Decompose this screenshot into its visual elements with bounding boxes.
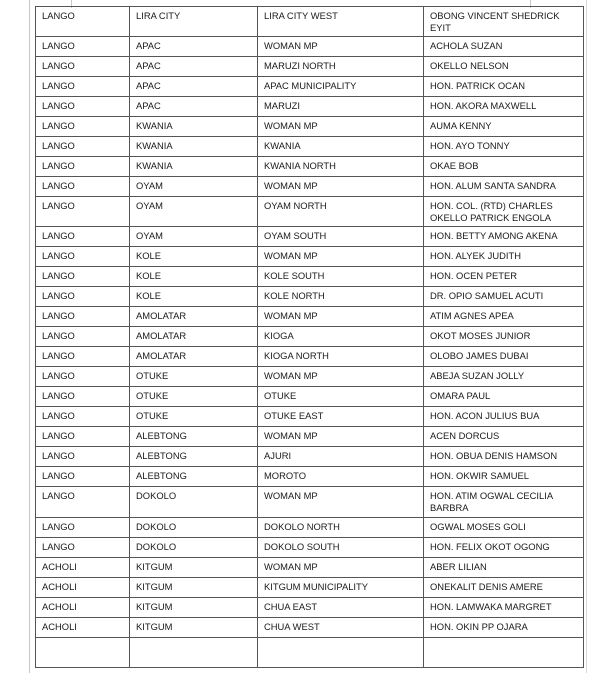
constituency-cell: WOMAN MP: [258, 367, 424, 387]
member-name-cell: HON. ALYEK JUDITH: [424, 247, 584, 267]
district-cell: KITGUM: [130, 577, 258, 597]
district-cell: OYAM: [130, 227, 258, 247]
region-cell: LANGO: [36, 387, 130, 407]
table-row: [36, 487, 584, 517]
table-row: [36, 597, 584, 617]
region-cell: LANGO: [36, 177, 130, 197]
empty-cell: [258, 637, 424, 667]
member-name-cell: ATIM AGNES APEA: [424, 307, 584, 327]
member-name-cell: HON. COL. (RTD) CHARLES OKELLO PATRICK ENGOLA: [424, 197, 584, 227]
region-cell: LANGO: [36, 77, 130, 97]
member-name-cell: ONEKALIT DENIS AMERE: [424, 577, 584, 597]
table-row: [36, 537, 584, 557]
constituency-cell: OTUKE: [258, 387, 424, 407]
constituency-cell: MOROTO: [258, 467, 424, 487]
member-name-cell: HON. OBUA DENIS HAMSON: [424, 447, 584, 467]
table-row: [36, 137, 584, 157]
constituency-cell: WOMAN MP: [258, 247, 424, 267]
table-row: [36, 367, 584, 387]
constituency-cell: MARUZI: [258, 97, 424, 117]
region-cell: LANGO: [36, 117, 130, 137]
region-cell: LANGO: [36, 227, 130, 247]
table-row: [36, 517, 584, 537]
member-name-cell: HON. OCEN PETER: [424, 267, 584, 287]
district-cell: ALEBTONG: [130, 427, 258, 447]
constituency-cell: WOMAN MP: [258, 117, 424, 137]
table-row: [36, 617, 584, 637]
constituency-cell: OTUKE EAST: [258, 407, 424, 427]
member-name-cell: DR. OPIO SAMUEL ACUTI: [424, 287, 584, 307]
table-row: [36, 77, 584, 97]
district-cell: AMOLATAR: [130, 327, 258, 347]
region-cell: LANGO: [36, 517, 130, 537]
table-row: [36, 247, 584, 267]
region-cell: LANGO: [36, 37, 130, 57]
district-cell: KWANIA: [130, 137, 258, 157]
district-cell: APAC: [130, 77, 258, 97]
member-name-cell: HON. AYO TONNY: [424, 137, 584, 157]
constituency-cell: DOKOLO SOUTH: [258, 537, 424, 557]
constituency-cell: WOMAN MP: [258, 177, 424, 197]
member-name-cell: HON. PATRICK OCAN: [424, 77, 584, 97]
page-left-edge: [29, 0, 30, 673]
region-cell: LANGO: [36, 97, 130, 117]
region-cell: LANGO: [36, 137, 130, 157]
page-right-edge: [586, 0, 587, 673]
district-cell: KWANIA: [130, 157, 258, 177]
district-cell: KITGUM: [130, 597, 258, 617]
constituency-cell: MARUZI NORTH: [258, 57, 424, 77]
constituency-cell: KIOGA NORTH: [258, 347, 424, 367]
region-cell: ACHOLI: [36, 557, 130, 577]
constituency-cell: LIRA CITY WEST: [258, 7, 424, 37]
member-name-cell: HON. ALUM SANTA SANDRA: [424, 177, 584, 197]
empty-table-row: [36, 637, 584, 667]
table-row: [36, 57, 584, 77]
member-name-cell: OBONG VINCENT SHEDRICK EYIT: [424, 7, 584, 37]
district-cell: KOLE: [130, 287, 258, 307]
member-name-cell: OKELLO NELSON: [424, 57, 584, 77]
constituency-cell: APAC MUNICIPALITY: [258, 77, 424, 97]
constituency-cell: OYAM NORTH: [258, 197, 424, 227]
region-cell: ACHOLI: [36, 617, 130, 637]
constituency-cell: WOMAN MP: [258, 307, 424, 327]
members-table-body: [36, 7, 584, 668]
district-cell: AMOLATAR: [130, 347, 258, 367]
region-cell: LANGO: [36, 7, 130, 37]
district-cell: KITGUM: [130, 557, 258, 577]
district-cell: DOKOLO: [130, 517, 258, 537]
member-name-cell: ACHOLA SUZAN: [424, 37, 584, 57]
member-name-cell: AUMA KENNY: [424, 117, 584, 137]
member-name-cell: HON. BETTY AMONG AKENA: [424, 227, 584, 247]
table-row: [36, 267, 584, 287]
member-name-cell: HON. ATIM OGWAL CECILIA BARBRA: [424, 487, 584, 517]
empty-cell: [36, 637, 130, 667]
member-name-cell: HON. AKORA MAXWELL: [424, 97, 584, 117]
table-row: [36, 7, 584, 37]
table-row: [36, 37, 584, 57]
table-row: [36, 97, 584, 117]
constituency-cell: KOLE NORTH: [258, 287, 424, 307]
table-row: [36, 117, 584, 137]
member-name-cell: HON. OKWIR SAMUEL: [424, 467, 584, 487]
table-row: [36, 557, 584, 577]
constituency-cell: CHUA EAST: [258, 597, 424, 617]
region-cell: ACHOLI: [36, 577, 130, 597]
table-row: [36, 157, 584, 177]
member-name-cell: ACEN DORCUS: [424, 427, 584, 447]
constituency-cell: KITGUM MUNICIPALITY: [258, 577, 424, 597]
district-cell: OYAM: [130, 177, 258, 197]
district-cell: OTUKE: [130, 387, 258, 407]
constituency-cell: KWANIA: [258, 137, 424, 157]
region-cell: LANGO: [36, 467, 130, 487]
member-name-cell: OKAE BOB: [424, 157, 584, 177]
constituency-cell: CHUA WEST: [258, 617, 424, 637]
table-row: [36, 467, 584, 487]
region-cell: LANGO: [36, 537, 130, 557]
member-name-cell: HON. LAMWAKA MARGRET: [424, 597, 584, 617]
member-name-cell: ABER LILIAN: [424, 557, 584, 577]
constituency-cell: AJURI: [258, 447, 424, 467]
constituency-cell: WOMAN MP: [258, 427, 424, 447]
district-cell: OTUKE: [130, 407, 258, 427]
region-cell: ACHOLI: [36, 597, 130, 617]
district-cell: APAC: [130, 97, 258, 117]
member-name-cell: OMARA PAUL: [424, 387, 584, 407]
district-cell: LIRA CITY: [130, 7, 258, 37]
table-row: [36, 347, 584, 367]
member-name-cell: ABEJA SUZAN JOLLY: [424, 367, 584, 387]
member-name-cell: OGWAL MOSES GOLI: [424, 517, 584, 537]
district-cell: APAC: [130, 37, 258, 57]
table-row: [36, 227, 584, 247]
region-cell: LANGO: [36, 447, 130, 467]
constituency-cell: DOKOLO NORTH: [258, 517, 424, 537]
constituency-cell: KOLE SOUTH: [258, 267, 424, 287]
district-cell: KITGUM: [130, 617, 258, 637]
region-cell: LANGO: [36, 157, 130, 177]
empty-cell: [424, 637, 584, 667]
table-row: [36, 387, 584, 407]
constituency-cell: KIOGA: [258, 327, 424, 347]
district-cell: APAC: [130, 57, 258, 77]
table-row: [36, 287, 584, 307]
district-cell: AMOLATAR: [130, 307, 258, 327]
region-cell: LANGO: [36, 287, 130, 307]
constituency-cell: KWANIA NORTH: [258, 157, 424, 177]
table-row: [36, 197, 584, 227]
constituency-cell: WOMAN MP: [258, 487, 424, 517]
region-cell: LANGO: [36, 487, 130, 517]
region-cell: LANGO: [36, 267, 130, 287]
constituency-cell: WOMAN MP: [258, 557, 424, 577]
table-row: [36, 327, 584, 347]
region-cell: LANGO: [36, 247, 130, 267]
table-row: [36, 177, 584, 197]
region-cell: LANGO: [36, 327, 130, 347]
district-cell: KWANIA: [130, 117, 258, 137]
member-name-cell: HON. OKIN PP OJARA: [424, 617, 584, 637]
district-cell: OTUKE: [130, 367, 258, 387]
table-row: [36, 427, 584, 447]
district-cell: DOKOLO: [130, 487, 258, 517]
district-cell: ALEBTONG: [130, 447, 258, 467]
table-row: [36, 577, 584, 597]
district-cell: DOKOLO: [130, 537, 258, 557]
constituency-cell: WOMAN MP: [258, 37, 424, 57]
district-cell: OYAM: [130, 197, 258, 227]
district-cell: ALEBTONG: [130, 467, 258, 487]
region-cell: LANGO: [36, 367, 130, 387]
region-cell: LANGO: [36, 197, 130, 227]
member-name-cell: HON. ACON JULIUS BUA: [424, 407, 584, 427]
region-cell: LANGO: [36, 427, 130, 447]
member-name-cell: HON. FELIX OKOT OGONG: [424, 537, 584, 557]
district-cell: KOLE: [130, 247, 258, 267]
district-cell: KOLE: [130, 267, 258, 287]
empty-cell: [130, 637, 258, 667]
region-cell: LANGO: [36, 407, 130, 427]
table-row: [36, 407, 584, 427]
members-table: [35, 6, 584, 668]
table-row: [36, 307, 584, 327]
region-cell: LANGO: [36, 307, 130, 327]
constituency-cell: OYAM SOUTH: [258, 227, 424, 247]
region-cell: LANGO: [36, 57, 130, 77]
member-name-cell: OKOT MOSES JUNIOR: [424, 327, 584, 347]
region-cell: LANGO: [36, 347, 130, 367]
member-name-cell: OLOBO JAMES DUBAI: [424, 347, 584, 367]
table-row: [36, 447, 584, 467]
